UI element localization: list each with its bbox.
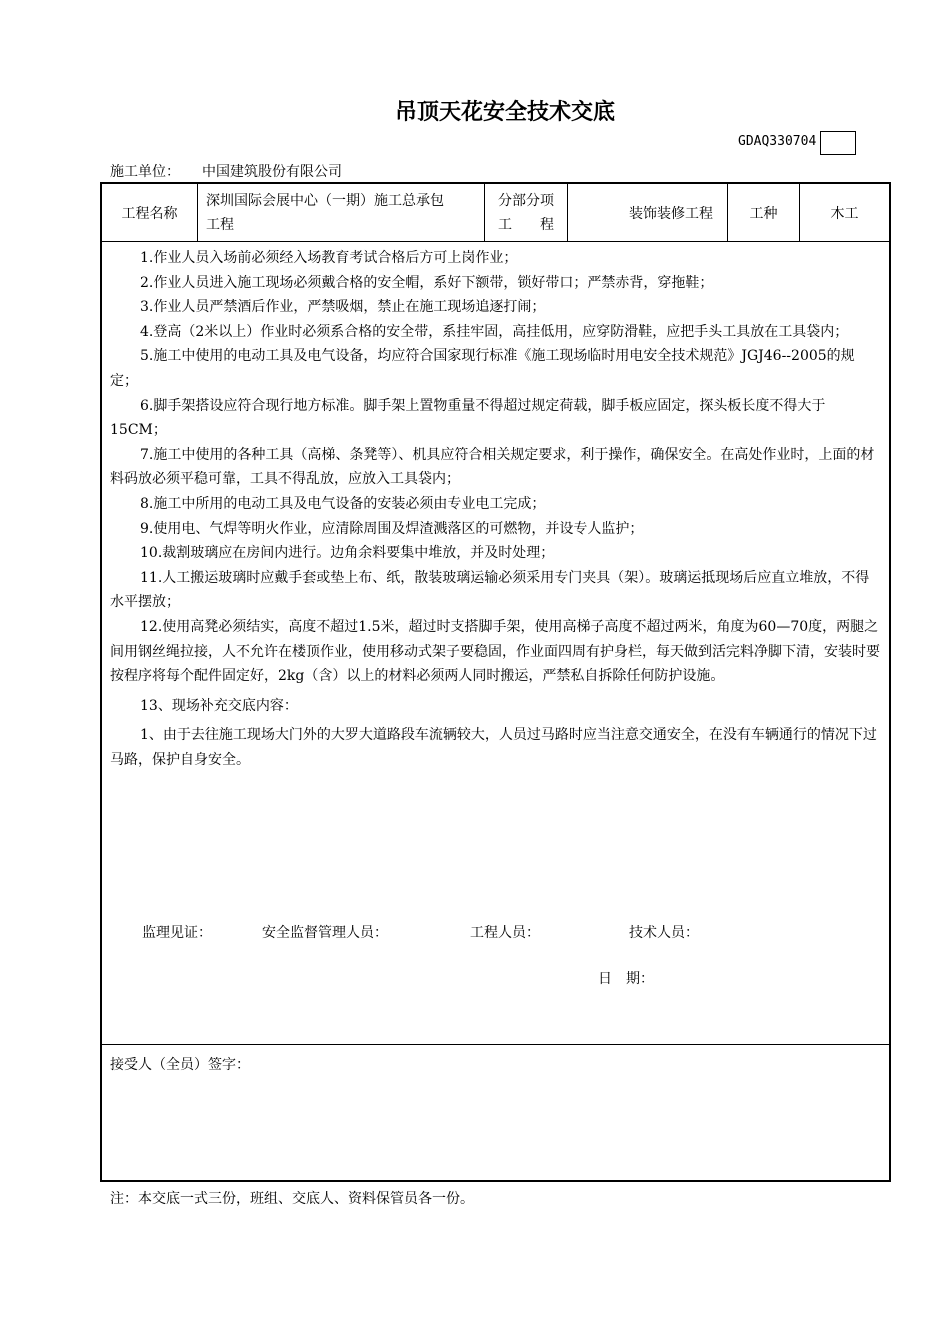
date-label: 日 期： bbox=[598, 971, 654, 987]
safety-item: 6.脚手架搭设应符合现行地方标准。脚手架上置物重量不得超过规定荷载，脚手板应固定，探头板长度不得大于15CM； bbox=[110, 397, 826, 439]
document-code: GDAQ330704 bbox=[738, 134, 817, 149]
safety-item: 8.施工中所用的电动工具及电气设备的安装必须由专业电工完成； bbox=[140, 495, 546, 512]
safety-manager-signature-label: 安全监督管理人员： bbox=[262, 925, 388, 941]
safety-item: 7.施工中使用的各种工具（高梯、条凳等）、机具应符合相关规定要求，利于操作，确保安全。在高处作业时，上面的材料码放必须平稳可靠，工具不得乱放，应放入工具袋内； bbox=[110, 446, 875, 488]
supplement-heading: 13、现场补充交底内容： bbox=[140, 697, 298, 714]
safety-item: 1.作业人员入场前必须经入场教育考试合格后方可上岗作业； bbox=[140, 250, 518, 266]
header-bottom-rule bbox=[102, 241, 889, 242]
acceptance-signature-label: 接受人（全员）签字： bbox=[110, 1057, 250, 1073]
subproject-value: 装饰装修工程 bbox=[629, 205, 713, 222]
project-name-value bbox=[198, 184, 484, 241]
subproject-label-line: 工 程 bbox=[498, 216, 554, 233]
safety-item: 4.登高（2米以上）作业时必须系合格的安全带，系挂牢固，高挂低用，应穿防滑鞋，应把手头工具放在工具袋内； bbox=[140, 323, 849, 340]
subproject-label-line: 分部分项 bbox=[498, 192, 554, 209]
trade-value: 木工 bbox=[830, 205, 859, 222]
safety-item: 5.施工中使用的电动工具及电气设备，均应符合国家现行标准《施工现场临时用电安全技术规范》JGJ46--2005的规定； bbox=[110, 348, 855, 389]
supplement-text: 1、由于去往施工现场大门外的大罗大道路段车流辆较大，人员过马路时应当注意交通安全，在没有车辆通行的情况下过马路，保护自身安全。 bbox=[110, 727, 877, 768]
document-title: 吊顶天花安全技术交底 bbox=[394, 100, 615, 125]
trade-label: 工种 bbox=[749, 205, 778, 222]
safety-item: 10.裁割玻璃应在房间内进行。边角余料要集中堆放，并及时处理； bbox=[140, 545, 555, 562]
safety-item: 9.使用电、气焊等明火作业，应清除周围及焊渣溅落区的可燃物，并设专人监护； bbox=[140, 520, 644, 537]
subproject-label bbox=[485, 184, 567, 241]
engineer-signature-label: 工程人员： bbox=[470, 925, 540, 941]
safety-item: 3.作业人员严禁酒后作业，严禁吸烟，禁止在施工现场追逐打闹； bbox=[140, 299, 546, 316]
project-name-line: 工程 bbox=[206, 216, 234, 233]
safety-item: 2.作业人员进入施工现场必须戴合格的安全帽，系好下额带，锁好带口；严禁赤背，穿拖鞋； bbox=[140, 274, 714, 291]
technician-signature-label: 技术人员： bbox=[629, 925, 699, 941]
acceptance-rule bbox=[102, 1044, 889, 1045]
safety-items bbox=[110, 246, 882, 772]
construction-unit-value: 中国建筑股份有限公司 bbox=[202, 164, 342, 180]
construction-unit bbox=[110, 161, 342, 181]
safety-item: 12.使用高凳必须结实，高度不超过1.5米，超过时支搭脚手架，使用高梯子高度不超过两米，角度为60—70度，两腿之间用钢丝绳拉接，人不允许在楼顶作业，使用移动式架子要稳固，作业面四周有护身栏，每天做到活完料净脚下清，安装时要按程序将每个配件固定好，2kg（含）以上的材料必须两人同时搬运，严禁私自拆除任何防护设施。 bbox=[110, 618, 880, 685]
footer-note: 注：本交底一式三份，班组、交底人、资料保管员各一份。 bbox=[110, 1191, 474, 1207]
safety-item: 11.人工搬运玻璃时应戴手套或垫上布、纸，散装玻璃运输必须采用专门夹具（架）。玻璃运抵现场后应直立堆放，不得水平摆放； bbox=[110, 569, 870, 611]
construction-unit-label: 施工单位： bbox=[110, 164, 180, 180]
disclosure-form bbox=[100, 182, 891, 1182]
project-name-label: 工程名称 bbox=[121, 205, 178, 222]
supervisor-signature-label: 监理见证： bbox=[142, 925, 212, 941]
project-name-line: 深圳国际会展中心（一期）施工总承包 bbox=[206, 192, 444, 209]
code-suffix-box bbox=[820, 131, 856, 155]
